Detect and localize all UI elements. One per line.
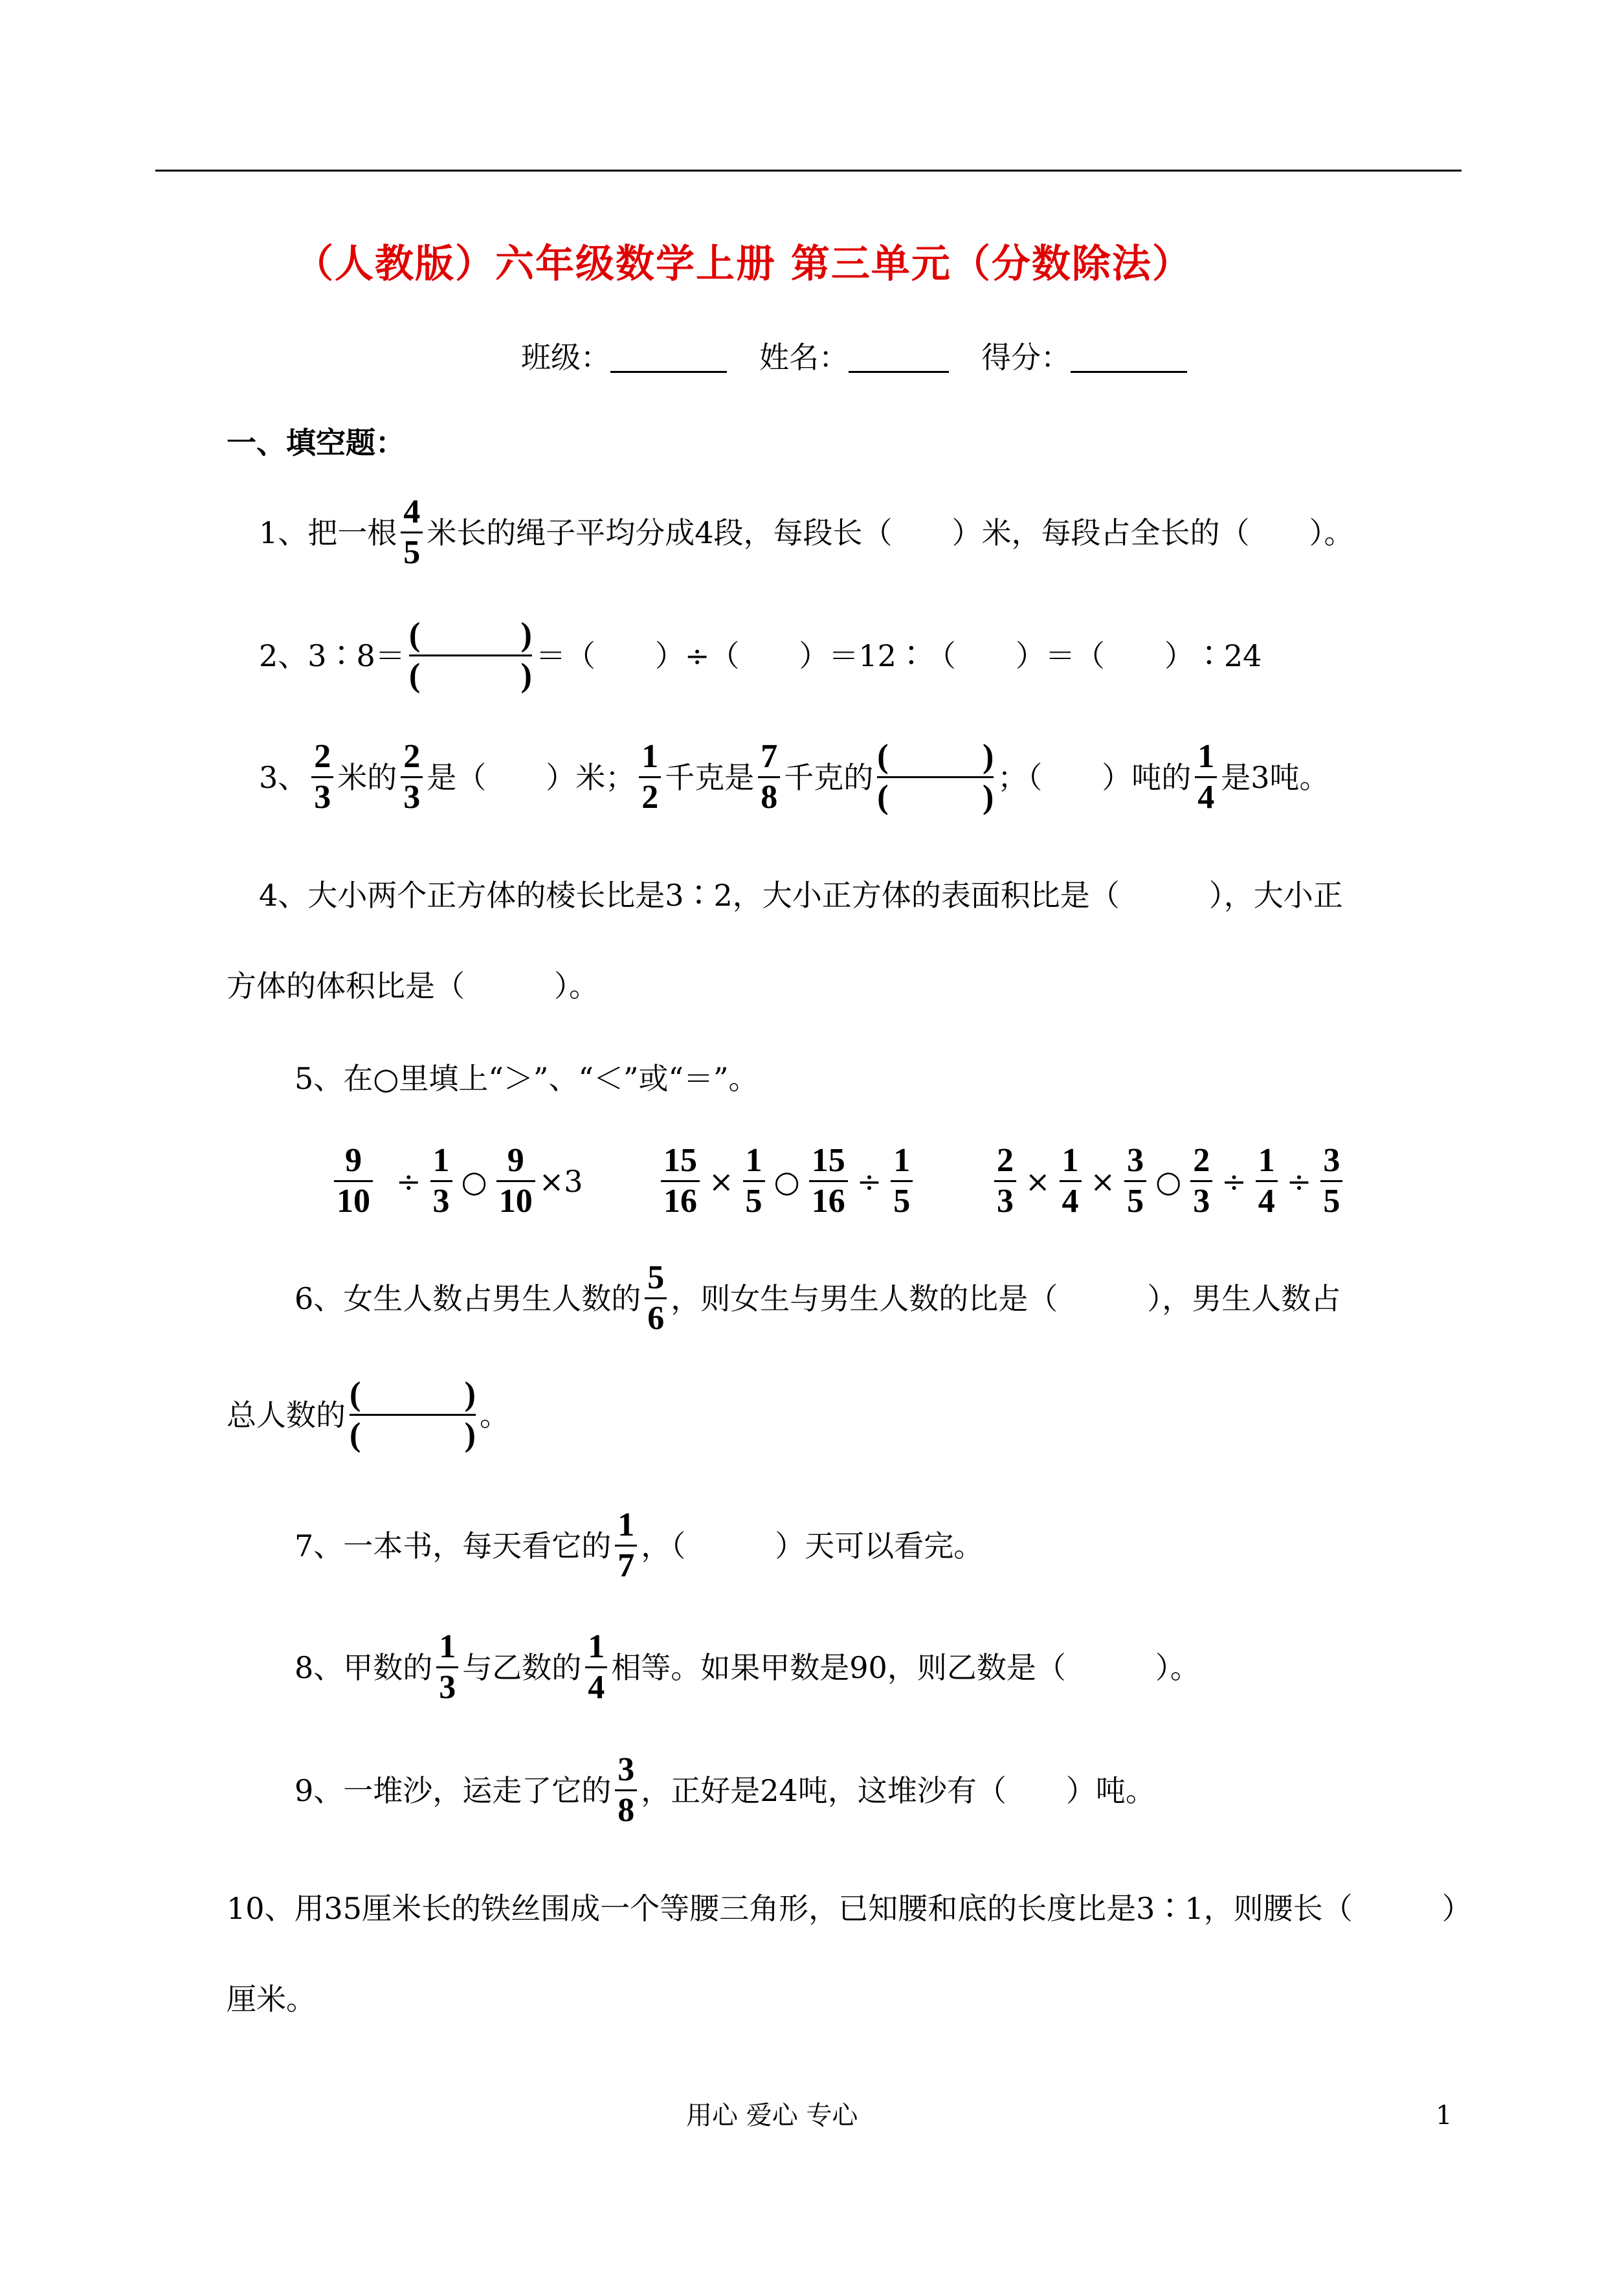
q3-text-c: 是（ ）米；	[427, 759, 636, 795]
question-6-line2	[227, 1378, 509, 1452]
page-title: （人教版）六年级数学上册 第三单元（分数除法）	[295, 241, 1192, 287]
fraction: $\frac{3}{5}$	[1124, 1144, 1146, 1218]
fraction: $\frac{7}{8}$	[758, 740, 780, 814]
score-field[interactable]	[1071, 341, 1187, 373]
q7-text-b: ，（ ）天可以看完。	[641, 1528, 984, 1563]
q6-text-c: 总人数的	[227, 1397, 346, 1433]
compare-expr-2	[657, 1144, 917, 1218]
section-heading: 一、填空题：	[227, 425, 405, 460]
q8-text-a: 8、甲数的	[295, 1650, 433, 1685]
q3-text-g: ；（ ）吨的	[997, 759, 1192, 795]
compare-circle[interactable]: ○	[1155, 1163, 1182, 1199]
q9-text-b: ，正好是24吨，这堆沙有（ ）吨。	[641, 1773, 1155, 1808]
fraction: $\frac{1}{4}$	[1195, 740, 1217, 814]
q3-num: 3、	[259, 759, 308, 795]
fraction: $\frac{5}{6}$	[645, 1261, 667, 1336]
q6-text-d: 。	[480, 1397, 509, 1433]
compare-circle[interactable]: ○	[461, 1163, 487, 1199]
compare-circle[interactable]: ○	[773, 1163, 800, 1199]
name-label: 姓名：	[759, 339, 849, 375]
compare-expr-1	[330, 1144, 583, 1218]
fraction: $\frac{2}{3}$	[311, 740, 333, 814]
score-label: 得分：	[981, 339, 1071, 375]
fraction: $\frac{15}{16}$	[661, 1144, 700, 1218]
fraction: $\frac{1}{7}$	[615, 1508, 637, 1583]
operator: ÷	[1286, 1163, 1312, 1199]
question-4-line1: 4、大小两个正方体的棱长比是3∶2，大小正方体的表面积比是（ ），大小正	[259, 878, 1343, 913]
fraction: $\frac{9}{10}$	[496, 1144, 535, 1218]
question-10-line2: 厘米。	[227, 1982, 316, 2017]
header-rule	[155, 170, 1462, 172]
question-8	[295, 1630, 1200, 1705]
footer-motto: 用心 爱心 专心	[686, 2101, 858, 2131]
operator: ÷	[1221, 1163, 1247, 1199]
fraction: $\frac{2}{3}$	[994, 1144, 1016, 1218]
q1-text-a: 1、把一根	[259, 515, 397, 550]
q6-text-a: 6、女生人数占男生人数的	[295, 1281, 641, 1316]
question-2	[259, 618, 1262, 693]
operator: ÷	[396, 1163, 421, 1199]
q9-text-a: 9、一堆沙，运走了它的	[295, 1773, 612, 1808]
compare-expr-3	[990, 1144, 1346, 1218]
q3-text-b: 米的	[337, 759, 397, 795]
name-field[interactable]	[849, 341, 949, 373]
fraction: $\frac{1}{3}$	[430, 1144, 452, 1218]
question-3	[259, 740, 1329, 814]
q2-text-b: ＝（ ）÷（ ）＝12∶（ ）＝（ ）∶24	[535, 638, 1262, 673]
q3-text-h: 是3吨。	[1221, 759, 1329, 795]
q6-text-b: ，则女生与男生人数的比是（ ），男生人数占	[671, 1281, 1341, 1316]
class-label: 班级：	[521, 339, 610, 375]
fraction: $\frac{1}{3}$	[436, 1630, 458, 1705]
fraction: $\frac{15}{16}$	[809, 1144, 848, 1218]
student-info	[521, 341, 1187, 373]
fraction: $\frac{1}{5}$	[743, 1144, 765, 1218]
fraction: $\frac{2}{3}$	[401, 740, 423, 814]
q7-text-a: 7、一本书，每天看它的	[295, 1528, 612, 1563]
fraction: $\frac{4}{5}$	[401, 495, 423, 570]
fraction: $\frac{3}{5}$	[1320, 1144, 1342, 1218]
q8-text-c: 相等。如果甲数是90，则乙数是（ ）。	[611, 1650, 1200, 1685]
q8-text-b: 与乙数的	[462, 1650, 582, 1685]
question-7	[295, 1508, 983, 1583]
fraction: $\frac{1}{2}$	[639, 740, 661, 814]
class-field[interactable]	[610, 341, 727, 373]
operator: ÷	[856, 1163, 882, 1199]
blank-fraction[interactable]: ( ) ( )	[350, 1376, 476, 1453]
fraction: $\frac{1}{4}$	[1060, 1144, 1082, 1218]
fraction: $\frac{1}{4}$	[1256, 1144, 1278, 1218]
page-number: 1	[1436, 2101, 1452, 2131]
q3-text-d: 千克是	[665, 759, 755, 795]
fraction: $\frac{3}{8}$	[615, 1753, 637, 1828]
question-9	[295, 1753, 1155, 1828]
question-1	[259, 495, 1354, 570]
operator: ×3	[539, 1163, 583, 1199]
question-5: 5、在○里填上“＞”、“＜”或“＝”。	[295, 1061, 759, 1096]
q2-text-a: 2、3∶8＝	[259, 638, 405, 673]
question-6-line1	[295, 1261, 1340, 1336]
operator: ×	[1090, 1163, 1116, 1199]
fraction: $\frac{1}{5}$	[891, 1144, 913, 1218]
operator: ×	[1025, 1163, 1051, 1199]
question-4-line2: 方体的体积比是（ ）。	[227, 968, 599, 1003]
operator: ×	[709, 1163, 734, 1199]
blank-fraction[interactable]: ( ) ( )	[408, 616, 532, 694]
q3-text-e: 千克的	[784, 759, 874, 795]
question-10-line1: 10、用35厘米长的铁丝围成一个等腰三角形，已知腰和底的长度比是3∶1，则腰长（ ）	[227, 1891, 1472, 1926]
blank-fraction[interactable]: ( ) ( )	[877, 738, 994, 816]
fraction: $\frac{1}{4}$	[585, 1630, 607, 1705]
q1-text-b: 米长的绳子平均分成4段，每段长（ ）米，每段占全长的（ ）。	[427, 515, 1354, 550]
fraction: $\frac{9}{10}$	[334, 1144, 373, 1218]
fraction: $\frac{2}{3}$	[1190, 1144, 1212, 1218]
